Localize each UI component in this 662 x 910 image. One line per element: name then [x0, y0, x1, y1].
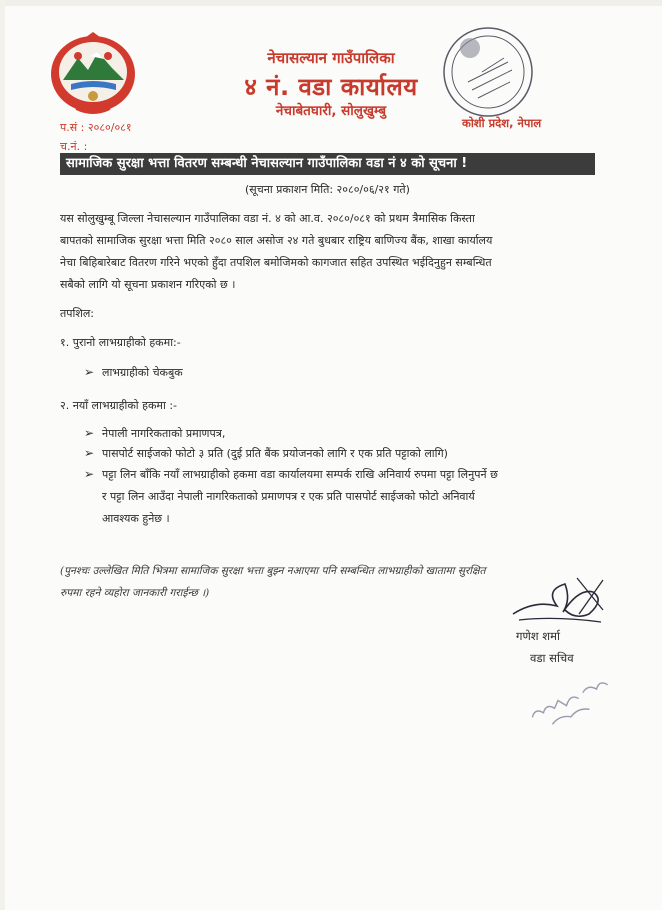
- arrow-bullet-icon: ➢: [84, 426, 95, 440]
- scan-edge-left: [0, 0, 5, 910]
- office-address: नेचाबेतघारी, सोलुखुम्बु: [275, 103, 387, 119]
- dispatch-number: च.नं. :: [60, 140, 88, 153]
- nepal-emblem-icon: [44, 26, 142, 118]
- section-old-beneficiary-heading: १. पुरानो लाभग्राहीको हकमा:-: [60, 336, 181, 349]
- province-label: कोशी प्रदेश, नेपाल: [462, 116, 542, 130]
- publication-date: (सूचना प्रकाशन मिति: २०८०/०६/२१ गते): [245, 183, 410, 196]
- scan-edge-top: [0, 0, 662, 6]
- notice-body: [60, 208, 600, 296]
- signatory-title: वडा सचिव: [530, 651, 574, 665]
- ward-office-title: ४ नं. वडा कार्यालय: [244, 73, 418, 101]
- body-line: यस सोलुखुम्बू जिल्ला नेचासल्यान गाउँपालिका वडा नं. ४ को आ.व. २०८०/०८१ को प्रथम त्रैमासिक किस्ता: [60, 212, 475, 225]
- list-item: [84, 463, 604, 530]
- letter-number: प.सं : २०८०/०८१: [60, 121, 132, 134]
- body-line: बापतको सामाजिक सुरक्षा भत्ता मिति २०८० साल असोज २४ गते बुधबार राष्ट्रिय बाणिज्य बैंक, शाखा कार्यालय: [60, 234, 493, 247]
- list-item-text: लाभग्राहीको चेकबुक: [102, 366, 183, 379]
- list-item-text: नेपाली नागरिकताको प्रमाणपत्र,: [102, 427, 226, 440]
- list-item-text: आवश्यक हुनेछ ।: [102, 512, 170, 525]
- note-line: रुपमा रहने व्यहोरा जानकारी गराईन्छ ।): [60, 587, 210, 599]
- details-label: तपशिल:: [60, 307, 95, 320]
- section-new-beneficiary-heading: २. नयाँ लाभग्राहीको हकमा :-: [60, 399, 178, 412]
- notice-title-banner: सामाजिक सुरक्षा भत्ता वितरण सम्बन्धी नेचासल्यान गाउँपालिका वडा नं ४ को सूचना !: [60, 153, 595, 175]
- list-item-text: र पट्टा लिन आउँदा नेपाली नागरिकताको प्रमाणपत्र र एक प्रति पासपोर्ट साईजको फोटो अनिवार्य: [102, 490, 475, 503]
- list-item: [84, 446, 448, 461]
- arrow-bullet-icon: ➢: [84, 365, 95, 379]
- list-item-text: पट्टा लिन बाँकि नयाँ लाभग्राहीको हकमा वडा कार्यालयमा सम्पर्क राखि अनिवार्य रुपमा पट्टा लिनुपर्ने छ: [102, 468, 498, 481]
- municipality-name: नेचासल्यान गाउँपालिका: [267, 49, 395, 67]
- name-seal-stamp: [515, 676, 625, 726]
- body-line: नेचा बिहिबारेबाट वितरण गरिने भएको हुँदा तपशिल बमोजिमको कागजात सहित उपस्थित भईदिनुहुन सम्बन्धित: [60, 256, 492, 269]
- arrow-bullet-icon: ➢: [84, 467, 95, 481]
- body-line: सबैको लागि यो सूचना प्रकाशन गरिएको छ ।: [60, 278, 236, 291]
- handwritten-signature: [505, 570, 615, 630]
- note-line: (पुनश्चः उल्लेखित मिति भित्रमा सामाजिक सुरक्षा भत्ता बुझ्न नआएमा पनि सम्बन्धित लाभग्राहीको खातामा सुरक्षित: [60, 565, 486, 577]
- office-stamp: [438, 22, 538, 122]
- list-item: [84, 365, 183, 380]
- list-item-text: पासपोर्ट साईजको फोटो ३ प्रति (दुई प्रति बैंक प्रयोजनको लागि र एक प्रति पट्टाको लागि): [102, 447, 448, 460]
- signatory-name: गणेश शर्मा: [516, 629, 560, 643]
- arrow-bullet-icon: ➢: [84, 446, 95, 460]
- list-item: [84, 426, 225, 441]
